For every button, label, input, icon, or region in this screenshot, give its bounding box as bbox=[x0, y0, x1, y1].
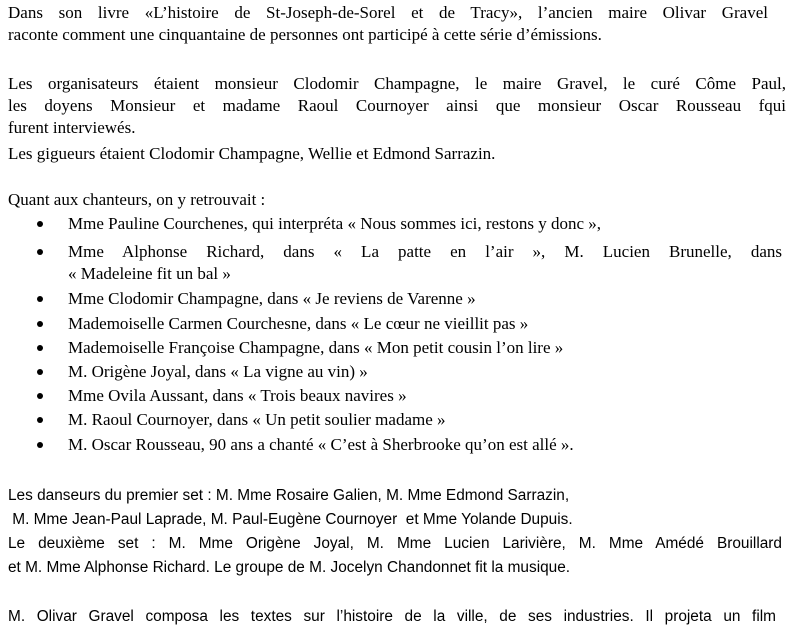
singer-text-continuation: « Madeleine fit un bal » bbox=[68, 264, 231, 283]
singer-text: Mme Clodomir Champagne, dans « Je reviens de Varenne » bbox=[68, 289, 476, 308]
bullet-icon bbox=[37, 417, 43, 423]
bullet-icon bbox=[37, 221, 43, 227]
list-item bbox=[8, 288, 792, 310]
list-item bbox=[8, 313, 792, 335]
bullet-icon bbox=[37, 249, 43, 255]
organizers-line-3: furent interviewés. bbox=[8, 118, 136, 137]
singer-text: Mme Ovila Aussant, dans « Trois beaux navires » bbox=[68, 386, 407, 405]
list-item bbox=[8, 361, 792, 383]
bullet-icon bbox=[37, 296, 43, 302]
singer-text: Mme Pauline Courchenes, qui interpréta « Nous sommes ici, restons y donc », bbox=[68, 214, 602, 233]
intro-line-2: raconte comment une cinquantaine de personnes ont participé à cette série d’émissions. bbox=[8, 25, 602, 44]
singer-text: Mademoiselle Françoise Champagne, dans « Mon petit cousin l’on lire » bbox=[68, 338, 564, 357]
singers-intro: Quant aux chanteurs, on y retrouvait : bbox=[8, 190, 266, 209]
dancers-line-1: Les danseurs du premier set : M. Mme Rosaire Galien, M. Mme Edmond Sarrazin, bbox=[8, 487, 570, 504]
bullet-icon bbox=[37, 442, 43, 448]
list-item-continuation bbox=[8, 263, 792, 285]
singer-text: M. Origène Joyal, dans « La vigne au vin) » bbox=[68, 362, 368, 381]
closing-line: M. Olivar Gravel composa les textes sur l’histoire de la ville, de ses industries. Il projeta un film bbox=[8, 608, 776, 625]
list-item bbox=[8, 385, 792, 407]
singer-text: Mme Alphonse Richard, dans « La patte en l’air », M. Lucien Brunelle, dans bbox=[68, 242, 782, 261]
bullet-icon bbox=[37, 345, 43, 351]
list-item bbox=[8, 434, 792, 456]
list-item bbox=[8, 337, 792, 359]
dancers-line-3: Le deuxième set : M. Mme Origène Joyal, M. Mme Lucien Larivière, M. Mme Amédé Brouillard bbox=[8, 535, 782, 552]
dancers-line-2: M. Mme Jean-Paul Laprade, M. Paul-Eugène Cournoyer et Mme Yolande Dupuis. bbox=[8, 511, 573, 528]
bullet-icon bbox=[37, 321, 43, 327]
bullet-icon bbox=[37, 369, 43, 375]
singer-text: Mademoiselle Carmen Courchesne, dans « Le cœur ne vieillit pas » bbox=[68, 314, 529, 333]
organizers-line-1: Les organisateurs étaient monsieur Clodomir Champagne, le maire Gravel, le curé Côme Paul, bbox=[8, 74, 786, 93]
list-item bbox=[8, 241, 792, 263]
list-item bbox=[8, 409, 792, 431]
organizers-line-2: les doyens Monsieur et madame Raoul Cournoyer ainsi que monsieur Oscar Rousseau fqui bbox=[8, 96, 786, 115]
dancers-line-4: et M. Mme Alphonse Richard. Le groupe de M. Jocelyn Chandonnet fit la musique. bbox=[8, 559, 571, 576]
bullet-icon bbox=[37, 393, 43, 399]
singer-text: M. Oscar Rousseau, 90 ans a chanté « C’est à Sherbrooke qu’on est allé ». bbox=[68, 435, 574, 454]
singer-text: M. Raoul Cournoyer, dans « Un petit soulier madame » bbox=[68, 410, 446, 429]
gigueurs-line: Les gigueurs étaient Clodomir Champagne, Wellie et Edmond Sarrazin. bbox=[8, 144, 496, 163]
intro-line-1: Dans son livre «L’histoire de St-Joseph-de-Sorel et de Tracy», l’ancien maire Olivar Gravel bbox=[8, 3, 768, 22]
list-item bbox=[8, 213, 792, 235]
